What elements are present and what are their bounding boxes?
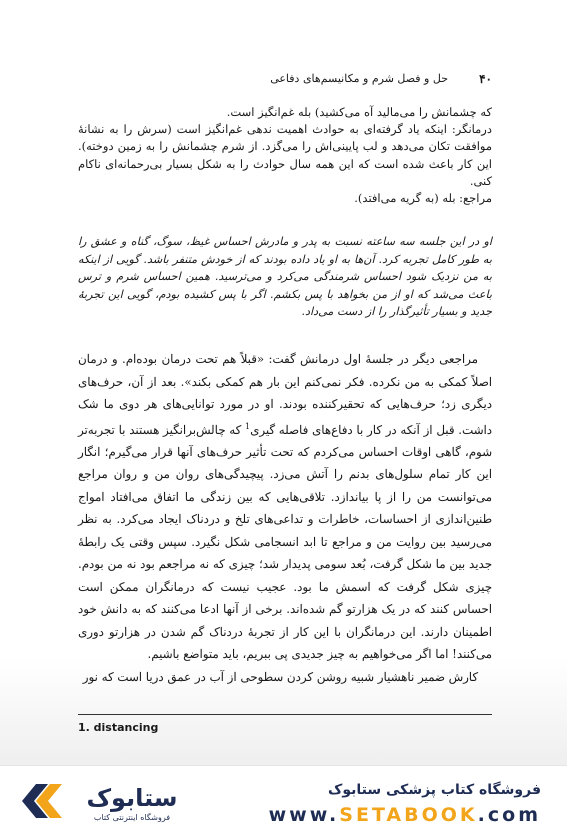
- logo-subtext: فروشگاه اینترنتی کتاب: [93, 813, 171, 822]
- quote-paragraph: او در این جلسه سه ساعته نسبت به پدر و مادرش احساس غیظ، سوگ، گناه و عشق را به طور کامل تجربه کرد. آن‌ها به او یاد داده بودند که از خودش متنفر باشد. گویی از اینکه به من نزدیک شود احساس شرمندگی می‌کرد و می‌ترسید. همین احساس شرم و ترس باعث می‌شد که او از من بخواهد با پس بکشم. اگر با پس کشیده بودم، گویی این تجربهٔ جدید و بسیار تأثیرگذار را از دست می‌داد.: [78, 235, 492, 318]
- url-prefix: www.: [268, 804, 340, 826]
- url-highlight: SETABOOK: [339, 804, 478, 826]
- logo-text: ستابوک: [86, 784, 178, 812]
- footnote: 1. distancing: [78, 721, 159, 734]
- body-text: [78, 348, 492, 688]
- store-name: فروشگاه کتاب پزشکی ستابوک: [328, 782, 541, 798]
- page-number: ۴۰: [479, 72, 492, 86]
- setabook-logo: [20, 778, 195, 824]
- store-url[interactable]: [269, 804, 541, 826]
- dialog-line-3: مراجع: بله (به گریه می‌افتد).: [354, 191, 492, 206]
- double-chevron-icon: [22, 784, 62, 818]
- running-title: حل و فصل شرم و مکانیسم‌های دفاعی: [270, 72, 448, 85]
- body-paragraph-2: کارش ضمیر ناهشیار شبیه روشن کردن سطوحی از آب در عمق دریا است که نور: [82, 669, 478, 684]
- url-suffix: .com: [477, 804, 541, 826]
- footnote-marker: 1: [245, 421, 251, 431]
- store-banner: [0, 765, 567, 833]
- dialog-line-2: درمانگر: اینکه یاد گرفته‌ای به حوادث اهمیت ندهی غم‌انگیز است (سرش را به نشانهٔ موافقت تکان می‌دهد و لب پایینی‌اش را می‌گزد. از شرم چشمانش را به زمین دوخته). این کار باعث شده است که این همه سال حوادث را به شکل بسیار بی‌رحمانه‌ای ناکام کنی.: [78, 122, 492, 188]
- body-paragraph-1-part1: مراجعی دیگر در جلسهٔ اول درمانش گفت: «قبلاً هم تحت درمان بوده‌ام. و درمان اصلاً کمکی به من نکرده. فکر نمی‌کنم این بار هم کمکی بکند». بعد از آن، حرف‌های دیگری زد؛ حرف‌هایی که تحقیرکننده بودند. او در مورد توانایی‌های هر دوی ما شک داشت. قبل از آنکه در کار با دفاع‌های فاصله گیری: [78, 352, 492, 437]
- footnote-divider: [78, 714, 492, 715]
- dialog-section: [78, 104, 492, 207]
- body-paragraph-1-part2: که چالش‌برانگیز هستند با تجربه‌تر شوم، گاهی اوقات احساس می‌کردم که تحت تأثیر حرف‌های آنها قرار می‌گیرم؛ انگار این کار تمام سلول‌های بدنم را آتش می‌زد. پیچیدگی‌های روان من و روان مراجع می‌توانست من را از پا بیاندازد. تلاقی‌هایی که بین زندگی ما اتفاق می‌افتاد امواج طنین‌اندازی از احساسات، خاطرات و تداعی‌های تلخ و دردناک ایجاد می‌کرد. به نظر می‌رسید بین روایت من و مراجع تا ابد انسجامی شکل نگیرد. سپس وقتی یک رابطهٔ جدید بین ما شکل گرفت، بُعد سومی پدیدار شد؛ چیزی که نه مراجعم بود نه من بودم. چیزی شکل گرفت که اسمش ما بود. عجیب نیست که درمانگران ممکن است احساس کنند که در یک هزارتو گم شده‌اند. برخی از آنها ادعا می‌کنند که به دانش خود اطمینان دارند. این درمانگران با این کار از تجربهٔ دردناک گم شدن در هزارتو دوری می‌کنند! اما اگر می‌خواهیم به چیز جدیدی پی ببریم، باید متواضع باشیم.: [78, 422, 492, 662]
- page-header: [78, 72, 492, 88]
- dialog-line-1: که چشمانش را می‌مالید آه می‌کشید) بله غم‌انگیز است.: [226, 105, 492, 119]
- body-paragraph-1: [78, 348, 492, 666]
- italic-quote: [78, 233, 496, 321]
